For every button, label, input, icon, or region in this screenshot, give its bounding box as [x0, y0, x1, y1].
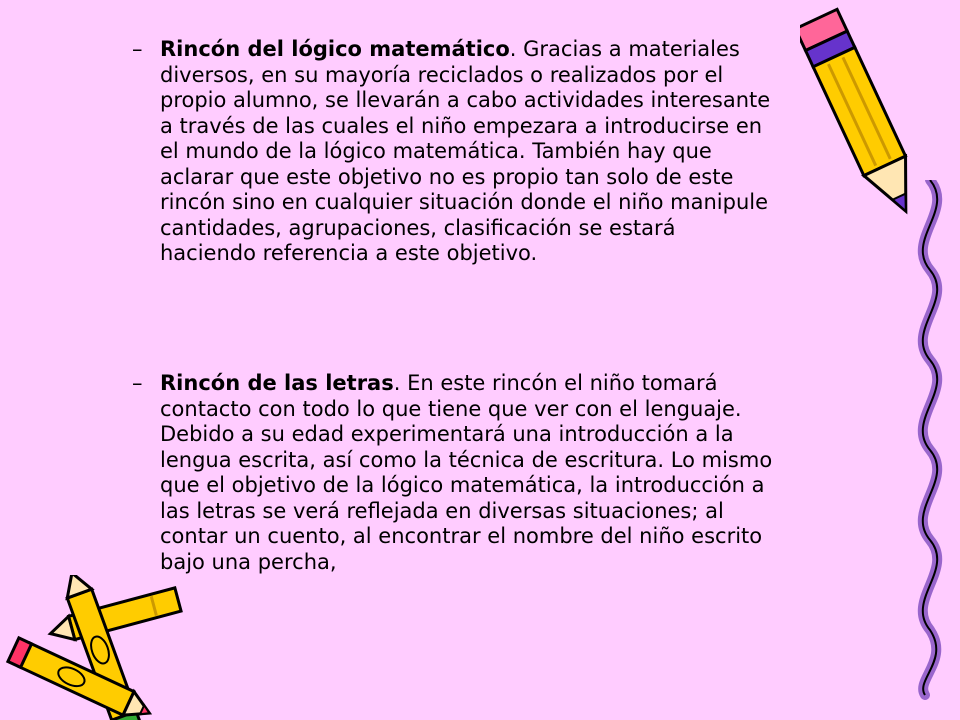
bullet-line: contacto con todo lo que tiene que ver con el lenguaje.	[160, 396, 742, 421]
bullet-line: rincón sino en cualquier situación donde el niño manipule	[160, 190, 769, 214]
bullet-text: . Gracias a materiales	[509, 37, 740, 61]
bullet-line: bajo una percha,	[160, 549, 337, 574]
bullet-title: Rincón del lógico matemático	[160, 37, 510, 61]
bullet-line: Debido a su edad experimentará una introducción a la	[160, 422, 734, 446]
bullet-line: a través de las cuales el niño empezara a introducirse en	[160, 113, 763, 138]
bullet-body	[160, 37, 880, 267]
bullet-dash: –	[132, 371, 143, 395]
crayons-icon	[0, 575, 200, 720]
bullet-line	[160, 371, 880, 397]
bullet-line: lengua escrita, así como la técnica de escritura. Lo mismo	[160, 447, 773, 472]
bullet-line: contar un cuento, al encontrar el nombre del niño escrito	[160, 524, 763, 548]
ribbon-border	[900, 180, 960, 700]
bullet-dash: –	[132, 37, 143, 61]
bullet-line: haciendo referencia a este objetivo.	[160, 241, 538, 265]
bullet-line: las letras se verá reflejada en diversas situaciones; al	[160, 498, 724, 523]
bullet-line: que el objetivo de la lógico matemática, la introducción a	[160, 473, 765, 497]
bullet-line: diversos, en su mayoría reciclados o realizados por el	[160, 62, 724, 87]
bullet-text: . En este rincón el niño tomará	[393, 371, 718, 395]
bullet-line: cantidades, agrupaciones, clasificación se estará	[160, 215, 676, 240]
bullet-line: aclarar que este objetivo no es propio tan solo de este	[160, 164, 734, 189]
bullet-body	[160, 371, 880, 575]
bullet-title: Rincón de las letras	[160, 371, 394, 395]
bullet-line: el mundo de la lógico matemática. También hay que	[160, 139, 712, 163]
bullet-line: propio alumno, se llevarán a cabo actividades interesante	[160, 88, 771, 112]
bullet-line	[160, 37, 880, 63]
